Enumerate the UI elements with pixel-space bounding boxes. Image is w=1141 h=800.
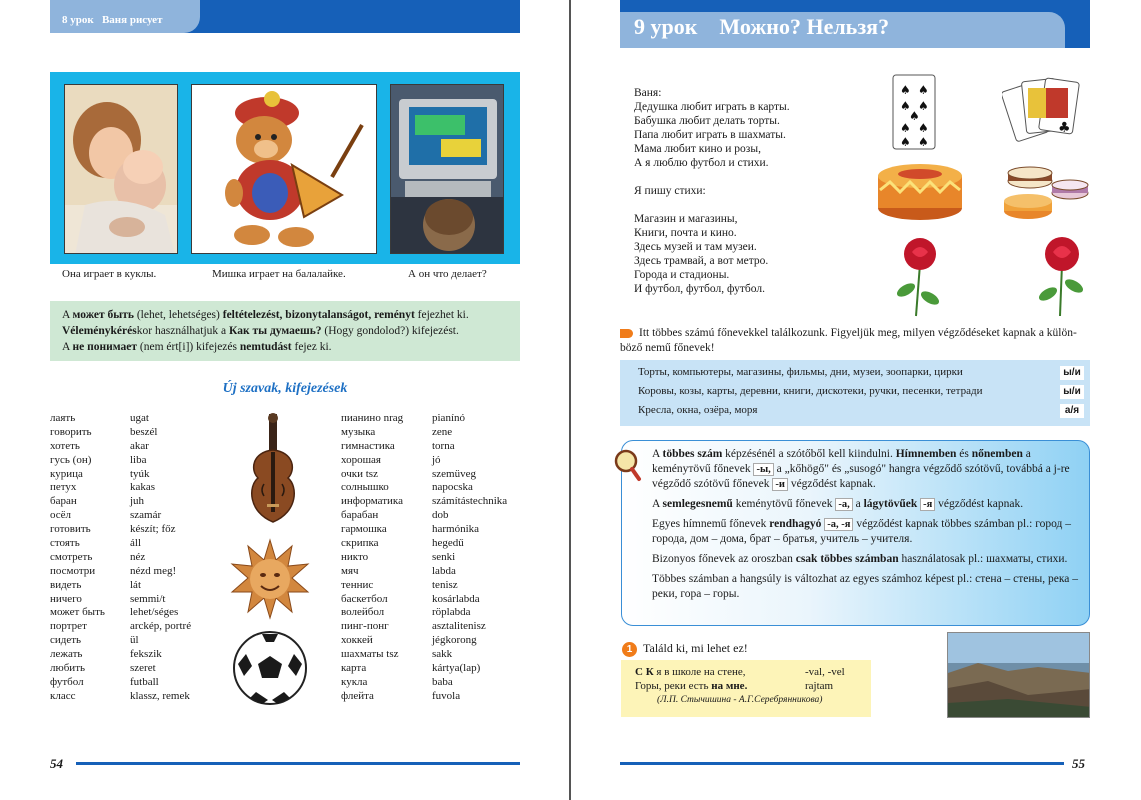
vocab-row [341, 439, 455, 453]
violin-illustration [238, 412, 308, 528]
vocab-russian: хорошая [341, 453, 381, 466]
vocab-hungarian: labda [432, 564, 456, 577]
vocab-row [50, 508, 162, 522]
vocab-russian: никто [341, 550, 369, 563]
vocab-russian: барабан [341, 509, 379, 522]
riddle-line-2: Горы, реки есть на мне. rajtam [635, 680, 834, 692]
vocab-row [50, 647, 162, 661]
vocab-russian: может быть [50, 606, 105, 619]
left-footer-line [76, 762, 520, 765]
caption-doll: Она играет в куклы. [62, 268, 157, 280]
vocab-russian: флейта [341, 689, 374, 702]
playing-card-illustration [892, 74, 936, 150]
vocab-hungarian: klassz, remek [130, 689, 190, 702]
vocab-russian: посмотри [50, 564, 96, 577]
left-header-title: 8 урок Ваня рисует [62, 14, 163, 26]
vocab-row [50, 536, 141, 550]
vocab-russian: пианино nrag [341, 412, 404, 424]
vocab-hungarian: fekszik [130, 648, 162, 661]
cake-illustration [876, 160, 964, 222]
vocab-russian: лежать [50, 648, 83, 661]
riddle-box [621, 660, 871, 717]
vocab-hungarian: készít; főz [130, 523, 176, 536]
vocab-row [50, 522, 176, 536]
vocab-row [341, 425, 453, 439]
plural-row: Коровы, козы, карты, деревни, книги, дискотеки, ручки, песенки, тетради [638, 385, 983, 397]
svg-text:♠: ♠ [900, 83, 911, 97]
photo-boy-computer [390, 84, 504, 254]
svg-text:♠: ♠ [909, 109, 920, 123]
svg-text:♠: ♠ [900, 135, 911, 149]
vocab-hungarian: senki [432, 550, 456, 563]
vocab-row [341, 550, 456, 564]
orange-bullet-icon [620, 329, 633, 338]
vocab-row [50, 633, 139, 647]
svg-text:♣: ♣ [1058, 120, 1071, 136]
vocab-russian: гармошка [341, 523, 387, 536]
vocab-hungarian: liba [130, 453, 147, 466]
vocab-russian: петух [50, 481, 77, 494]
vocab-hungarian: szemüveg [432, 467, 476, 480]
vocab-hungarian: zene [432, 425, 453, 438]
vocab-hungarian: nézd meg! [130, 564, 177, 577]
vocab-row [341, 661, 481, 675]
note-line-2: Véleménykéréskor használhatjuk a Как ты думаешь? (Hogy gondolod?) kifejezést. [62, 325, 459, 337]
vocab-hungarian: ül [130, 634, 139, 647]
vocab-hungarian: futball [130, 675, 159, 688]
book-spine [569, 0, 571, 800]
plural-row: Кресла, окна, озёра, моря [638, 404, 758, 416]
vocab-russian: курица [50, 467, 83, 480]
vocab-hungarian: ugat [130, 412, 149, 424]
vocab-hungarian: pianínó [432, 412, 465, 424]
vocab-russian: хоккей [341, 634, 373, 647]
vocab-russian: пинг-понг [341, 620, 389, 633]
vocab-hungarian: semmi/t [130, 592, 166, 605]
vocab-russian: информатика [341, 495, 403, 508]
vocab-row [341, 619, 486, 633]
vocab-row [341, 480, 473, 494]
vocab-hungarian: tenisz [432, 578, 458, 591]
vocab-hungarian: lát [130, 578, 141, 591]
svg-text:♠: ♠ [918, 83, 929, 97]
vocab-russian: баскетбол [341, 592, 388, 605]
grammar-para-5: Többes számban a hangsúly is változhat az egyes számhoz képest pl.: стена – стены, река – реки, гора – горы. [652, 573, 1079, 600]
vocab-hungarian: juh [130, 495, 145, 508]
card-fan-illustration [1002, 74, 1090, 144]
vocab-row [341, 522, 480, 536]
vocab-hungarian: sakk [432, 648, 453, 661]
grammar-para-4: Bizonyos főnevek az oroszban csak többes számban használatosak pl.: шахматы, стихи. [652, 553, 1068, 565]
vocab-hungarian: asztalitenisz [432, 620, 486, 633]
svg-text:♠: ♠ [900, 99, 911, 113]
vocab-russian: баран [50, 495, 77, 508]
plural-ending: ы/и [1060, 366, 1084, 380]
vocab-row [341, 494, 508, 508]
vocab-russian: видеть [50, 578, 82, 591]
vocab-row [341, 467, 476, 481]
vocab-row [341, 453, 441, 467]
vocab-row [341, 675, 453, 689]
vocab-russian: ничего [50, 592, 82, 605]
svg-text:♠: ♠ [918, 121, 929, 135]
vocab-row [50, 661, 156, 675]
vocab-row [341, 411, 465, 425]
vocab-list-right [341, 411, 508, 703]
vocab-hungarian: baba [432, 675, 453, 688]
sun-illustration [230, 538, 310, 620]
vocab-hungarian: kosárlabda [432, 592, 480, 605]
vocab-russian: кукла [341, 675, 368, 688]
vocab-row [50, 564, 177, 578]
vocab-hungarian: áll [130, 537, 141, 550]
vocab-hungarian: néz [130, 550, 146, 563]
plural-examples-box [620, 360, 1090, 426]
photo-girl-with-doll [64, 84, 178, 254]
vocab-hungarian: dob [432, 509, 449, 522]
vocab-russian: говорить [50, 425, 92, 438]
intro-text: Itt többes számú főnevekkel találkozunk. Figyeljük meg, milyen végződéseket kapnak a külön-böző nemű főnevek! [620, 327, 1077, 354]
grammar-para-2: A semlegesnemű keménytövű főnevek -а, a lágytövűek -я végződést kapnak. [652, 498, 1024, 510]
exercise-title: 1 Találd ki, mi lehet ez! [622, 641, 748, 657]
vocab-hungarian: harmónika [432, 523, 480, 536]
exercise-number-badge: 1 [622, 642, 637, 657]
vocab-hungarian: napocska [432, 481, 473, 494]
vocab-russian: мяч [341, 564, 359, 577]
grammar-note [50, 301, 520, 361]
vocab-row [50, 480, 156, 494]
vocab-row [50, 619, 192, 633]
vocab-russian: гусь (он) [50, 453, 92, 466]
vocab-row [50, 467, 150, 481]
vocab-russian: готовить [50, 523, 91, 536]
vocab-hungarian: szamár [130, 509, 162, 522]
vocab-russian: стоять [50, 537, 80, 550]
caption-bear: Мишка играет на балалайке. [212, 268, 346, 280]
photo-panel [50, 72, 520, 264]
landscape-photo [947, 632, 1090, 718]
vocab-hungarian: szeret [130, 662, 156, 675]
svg-text:♠: ♠ [900, 121, 911, 135]
vocab-hungarian: beszél [130, 425, 158, 438]
vocab-russian: футбол [50, 675, 84, 688]
photo-bear-balalaika [191, 84, 377, 254]
vocab-hungarian: számítástechnika [432, 495, 508, 508]
right-header-title: 9 урок Можно? Нельзя? [634, 14, 890, 39]
vocab-russian: сидеть [50, 634, 82, 647]
vocab-russian: осёл [50, 509, 72, 522]
riddle-attribution: (Л.П. Стычишина - А.Г.Серебрянникова) [657, 695, 823, 705]
vocab-row [50, 425, 158, 439]
grammar-rules-box [621, 440, 1090, 626]
vocab-row [50, 439, 149, 453]
vocab-hungarian: fuvola [432, 689, 461, 702]
vocab-row [50, 494, 145, 508]
vocab-row [50, 675, 159, 689]
vocab-russian: волейбол [341, 606, 385, 619]
vocab-russian: любить [50, 662, 86, 675]
vocab-russian: теннис [341, 578, 374, 591]
vocab-row [341, 633, 477, 647]
vocab-row [50, 592, 166, 606]
vocab-row [341, 605, 471, 619]
vocab-russian: смотреть [50, 550, 93, 563]
riddle-line-1: С К я в школе на стене, -val, -vel [635, 666, 845, 678]
vocab-russian: класс [50, 689, 76, 702]
vocab-hungarian: kártya(lap) [432, 662, 481, 675]
vocab-russian: музыка [341, 425, 376, 438]
note-line-3: A не понимает (nem ért[i]) kifejezés nemtudást fejez ki. [62, 341, 332, 353]
vocab-row [341, 689, 461, 703]
rose-illustration-2 [1030, 234, 1092, 318]
plural-ending: а/я [1060, 404, 1084, 418]
vocab-row [341, 564, 456, 578]
vocab-row [50, 578, 141, 592]
vocab-row [50, 550, 146, 564]
vocab-hungarian: jégkorong [432, 634, 477, 647]
vocab-hungarian: lehet/séges [130, 606, 179, 619]
left-page-number: 54 [50, 756, 63, 771]
plural-row: Торты, компьютеры, магазины, фильмы, дни, музеи, зоопарки, цирки [638, 366, 963, 378]
cakes-illustration [1000, 163, 1090, 223]
grammar-para-3: Egyes hímnemű főnevek rendhagyó -а, -я végződést kapnak többes számban pl.: город – города, дом – дома, брат – братья, учитель – учителя. [652, 518, 1072, 545]
vocab-row [341, 508, 449, 522]
vocab-row [341, 578, 458, 592]
vocab-row [50, 411, 149, 425]
magnifier-icon [612, 448, 642, 482]
vocab-hungarian: akar [130, 439, 149, 452]
vocab-row [50, 689, 190, 703]
vocab-row [341, 536, 464, 550]
vocab-hungarian: jó [432, 453, 441, 466]
vocab-russian: лаять [50, 412, 76, 424]
vocab-row [341, 647, 453, 661]
poem-text: Ваня: Дедушка любит играть в карты. Бабушка любит делать торты. Папа любит играть в шахматы. Мама любит кино и розы, А я люблю футбол и стихи. Я пишу стихи: Магазин и магазины, Книги, почта и кино. Здесь музей и там музеи. Здесь трамвай, а вот метро. Города и стадионы. И футбол, футбол, футбол. [634, 87, 790, 295]
grammar-para-1: A többes szám képzésénél a szótőből kell kiindulni. Hímnemben és nőnemben a keményтövű főnevek -ы, a „kőhögő" és „susogó" hangra végződő szótövű, továbbá a j-re végződő szótövű főnevek -и végződést kapnak. [652, 448, 1070, 490]
caption-computer: А он что делает? [408, 268, 487, 280]
vocab-russian: гимнастика [341, 439, 395, 452]
vocab-hungarian: hegedű [432, 537, 464, 550]
vocab-hungarian: torna [432, 439, 455, 452]
vocab-hungarian: tyúk [130, 467, 150, 480]
vocab-russian: солнышко [341, 481, 389, 494]
svg-text:♠: ♠ [918, 99, 929, 113]
svg-text:♠: ♠ [918, 135, 929, 149]
vocab-russian: портрет [50, 620, 87, 633]
rose-illustration-1 [890, 234, 952, 318]
right-page-number: 55 [1072, 756, 1085, 771]
vocab-hungarian: arckép, portré [130, 620, 192, 633]
soccer-ball-illustration [232, 630, 308, 706]
vocab-hungarian: kakas [130, 481, 156, 494]
vocab-list-left [50, 411, 192, 703]
vocab-row [50, 453, 147, 467]
vocab-row [50, 605, 179, 619]
note-line-1: A может быть (lehet, lehetséges) feltételezést, bizonytalanságot, reményt fejezhet ki. [62, 309, 469, 321]
right-footer-line [620, 762, 1064, 765]
vocab-russian: хотеть [50, 439, 80, 452]
vocab-row [341, 592, 480, 606]
vocab-russian: карта [341, 662, 367, 675]
vocab-russian: шахматы tsz [341, 648, 399, 661]
vocab-russian: скрипка [341, 537, 379, 550]
vocab-hungarian: röplabda [432, 606, 471, 619]
plural-ending: ы/и [1060, 385, 1084, 399]
vocab-russian: очки tsz [341, 467, 378, 480]
vocab-title: Új szavak, kifejezések [222, 381, 348, 396]
